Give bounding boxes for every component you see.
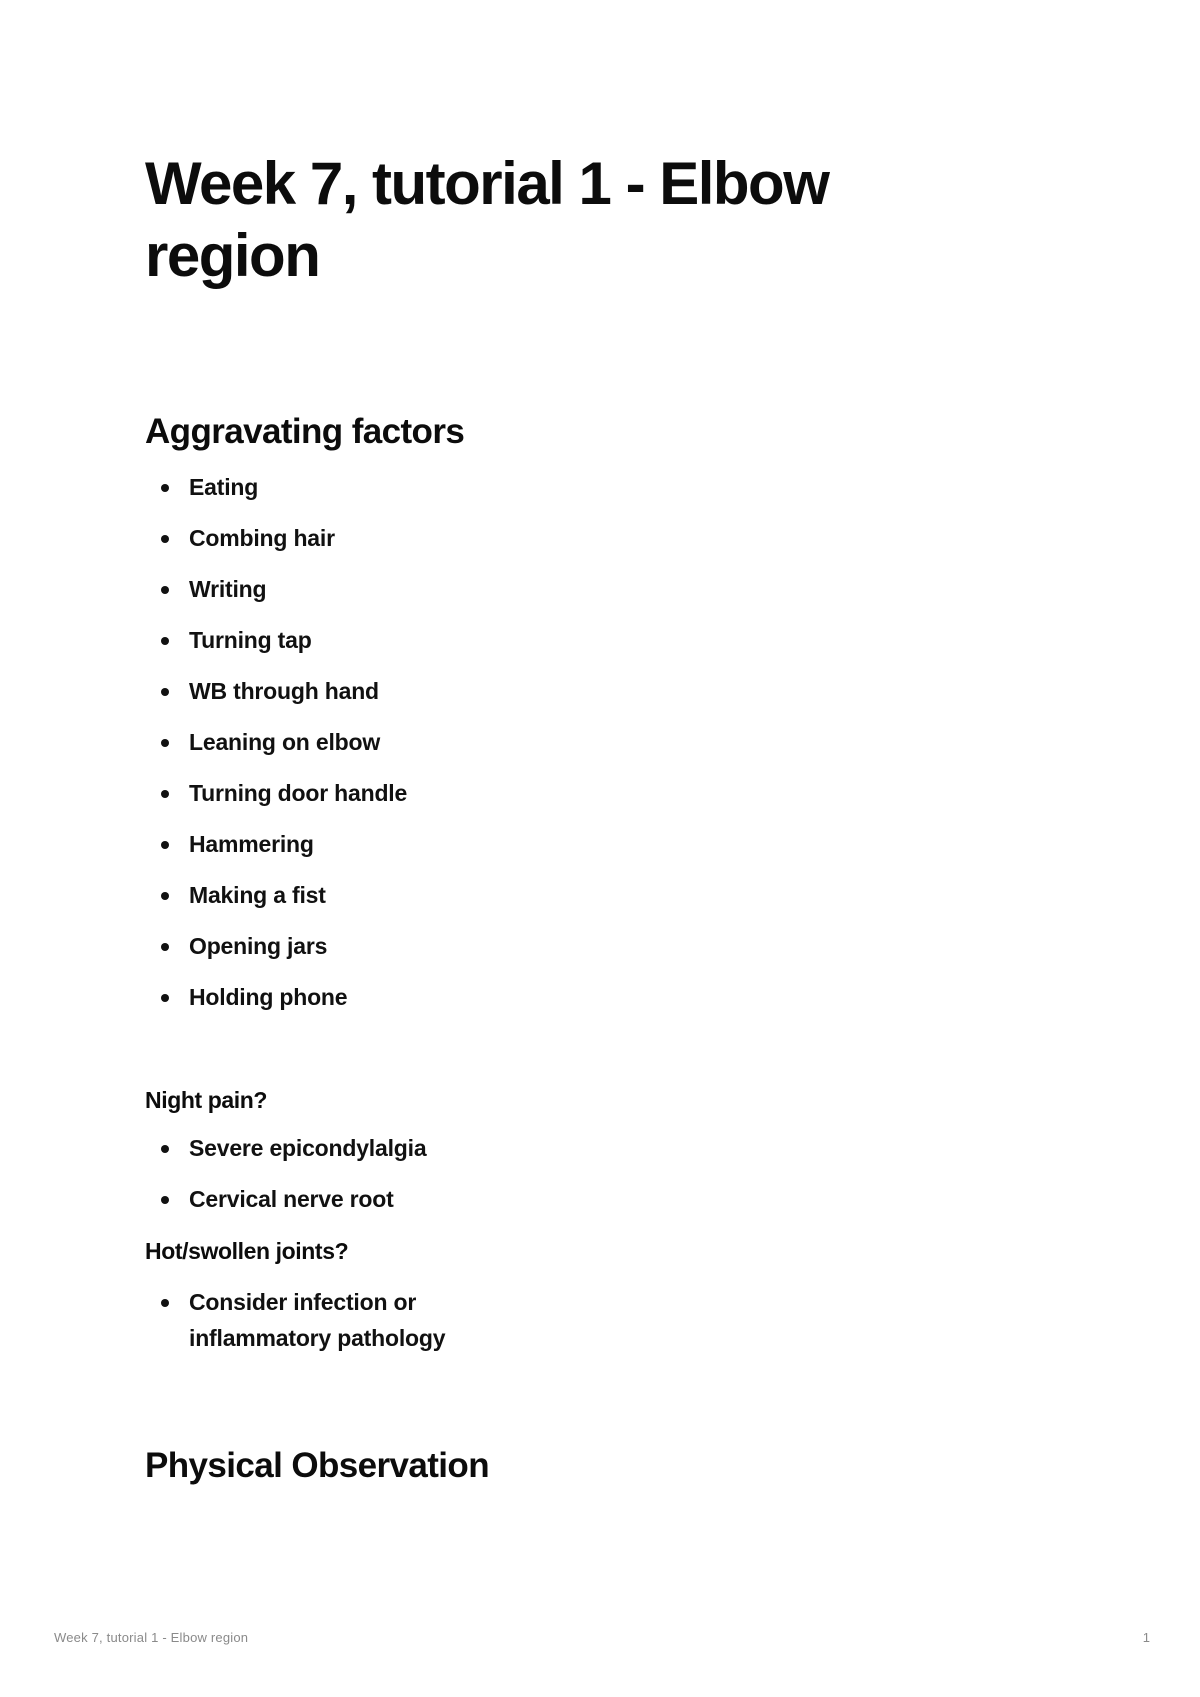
aggravating-factors-list <box>145 472 407 1033</box>
bullet-icon <box>161 739 169 747</box>
section-heading-aggravating-factors: Aggravating factors <box>145 412 465 451</box>
list-item <box>145 1284 505 1356</box>
list-item-text: Severe epicondylalgia <box>189 1135 427 1161</box>
bullet-icon <box>161 484 169 492</box>
night-pain-list <box>145 1133 426 1235</box>
list-item <box>145 574 407 625</box>
footer-page-number: 1 <box>1142 1630 1150 1645</box>
list-item-text: Leaning on elbow <box>189 729 381 755</box>
list-item <box>145 472 407 523</box>
list-item-text: Writing <box>189 576 267 602</box>
list-item-text: Consider infection or inflammatory pathology <box>189 1289 446 1351</box>
bullet-icon <box>161 688 169 696</box>
bullet-icon <box>161 943 169 951</box>
bullet-icon <box>161 1145 169 1153</box>
bullet-icon <box>161 994 169 1002</box>
list-item <box>145 1133 426 1184</box>
list-item-text: Cervical nerve root <box>189 1186 394 1212</box>
list-item <box>145 625 407 676</box>
bullet-icon <box>161 892 169 900</box>
list-item-text: Hammering <box>189 831 314 857</box>
section-heading-physical-observation: Physical Observation <box>145 1446 489 1485</box>
list-item <box>145 523 407 574</box>
bullet-icon <box>161 790 169 798</box>
list-item-text: Combing hair <box>189 525 335 551</box>
list-item <box>145 778 407 829</box>
list-item <box>145 931 407 982</box>
night-pain-question: Night pain? <box>145 1087 268 1113</box>
list-item <box>145 829 407 880</box>
list-item <box>145 1184 426 1235</box>
bullet-icon <box>161 1299 169 1307</box>
list-item-text: Making a fist <box>189 882 326 908</box>
list-item-text: Turning tap <box>189 627 312 653</box>
list-item <box>145 880 407 931</box>
page-title: Week 7, tutorial 1 - Elbow region <box>145 150 829 289</box>
list-item <box>145 982 407 1033</box>
hot-swollen-joints-question: Hot/swollen joints? <box>145 1238 349 1264</box>
bullet-icon <box>161 586 169 594</box>
list-item-text: Eating <box>189 474 259 500</box>
bullet-icon <box>161 535 169 543</box>
bullet-icon <box>161 637 169 645</box>
list-item <box>145 676 407 727</box>
hot-swollen-joints-list <box>145 1284 505 1356</box>
list-item <box>145 727 407 778</box>
list-item-text: Turning door handle <box>189 780 408 806</box>
bullet-icon <box>161 1196 169 1204</box>
bullet-icon <box>161 841 169 849</box>
list-item-text: Opening jars <box>189 933 328 959</box>
list-item-text: WB through hand <box>189 678 379 704</box>
footer-document-title: Week 7, tutorial 1 - Elbow region <box>54 1630 249 1645</box>
list-item-text: Holding phone <box>189 984 348 1010</box>
